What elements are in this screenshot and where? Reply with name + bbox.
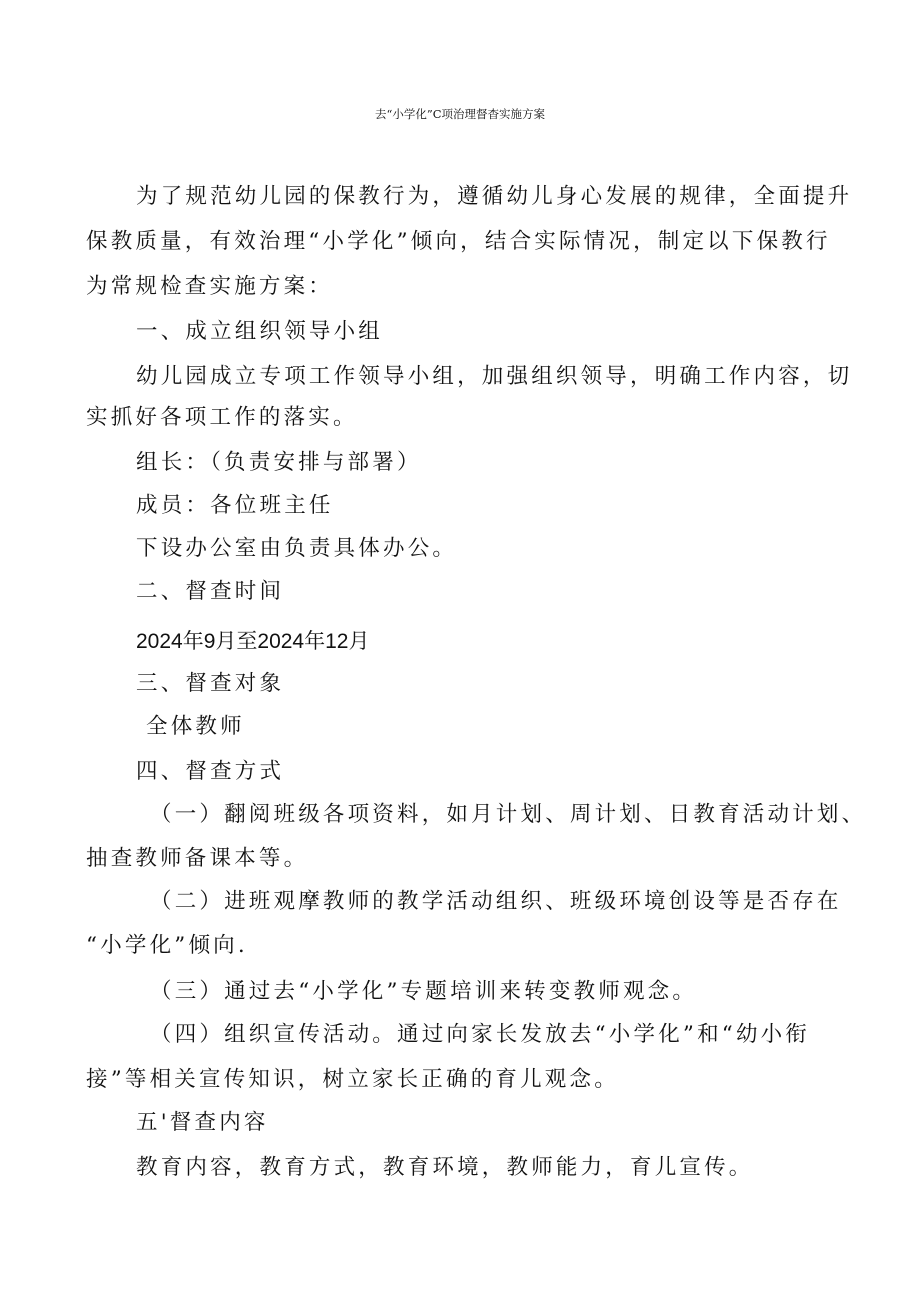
document-title: 去“小学化”C项治理督杳实施方案 [374, 107, 546, 121]
section-heading: 二、督查时间 [136, 579, 285, 604]
paragraph-line: 为了规范幼儿园的保教行为，遵循幼儿身心发展的规律，全面提升 [136, 184, 853, 209]
paragraph-line: 保教质量，有效治理“小学化”倾向，结合实际情况，制定以下保教行 [86, 229, 831, 254]
paragraph-line: 2024年9月至2024年12月 [136, 630, 370, 653]
paragraph-line: 抽查教师备课本等。 [86, 846, 309, 871]
section-heading: 四、督查方式 [136, 759, 285, 784]
paragraph-line: 为常规检查实施方案： [86, 274, 334, 299]
paragraph-line: 全体教师 [146, 714, 245, 739]
paragraph-line: （四）组织宣传活动。通过向家长发放去“小学化”和“幼小衔 [150, 1022, 811, 1047]
paragraph-line: （二）进班观摩教师的教学活动组织、班级环境创设等是否存在 [150, 889, 842, 914]
paragraph-line: 下设办公室由负责具体办公。 [136, 536, 458, 561]
paragraph-line: 幼儿园成立专项工作领导小组，加强组织领导，明确工作内容，切 [136, 364, 853, 389]
section-heading: 五'督查内容 [136, 1110, 269, 1135]
paragraph-line: 成员：各位班主任 [136, 493, 334, 518]
paragraph-line: （一）翻阅班级各项资料，如月计划、周计划、日教育活动计划、 [150, 802, 867, 827]
paragraph-line: 组长：（负责安排与部署） [136, 450, 422, 475]
paragraph-line: “小学化”倾向. [86, 933, 248, 958]
paragraph-line: 接”等相关宣传知识，树立家长正确的育儿观念。 [86, 1067, 619, 1092]
paragraph-line: 教育内容，教育方式，教育环境，教师能力，育儿宣传。 [136, 1155, 754, 1180]
section-heading: 一、成立组织领导小组 [136, 319, 384, 344]
paragraph-line: 实抓好各项工作的落实。 [86, 405, 358, 430]
paragraph-line: （三）通过去“小学化”专题培训来转变教师观念。 [150, 979, 698, 1004]
section-heading: 三、督查对象 [136, 671, 285, 696]
